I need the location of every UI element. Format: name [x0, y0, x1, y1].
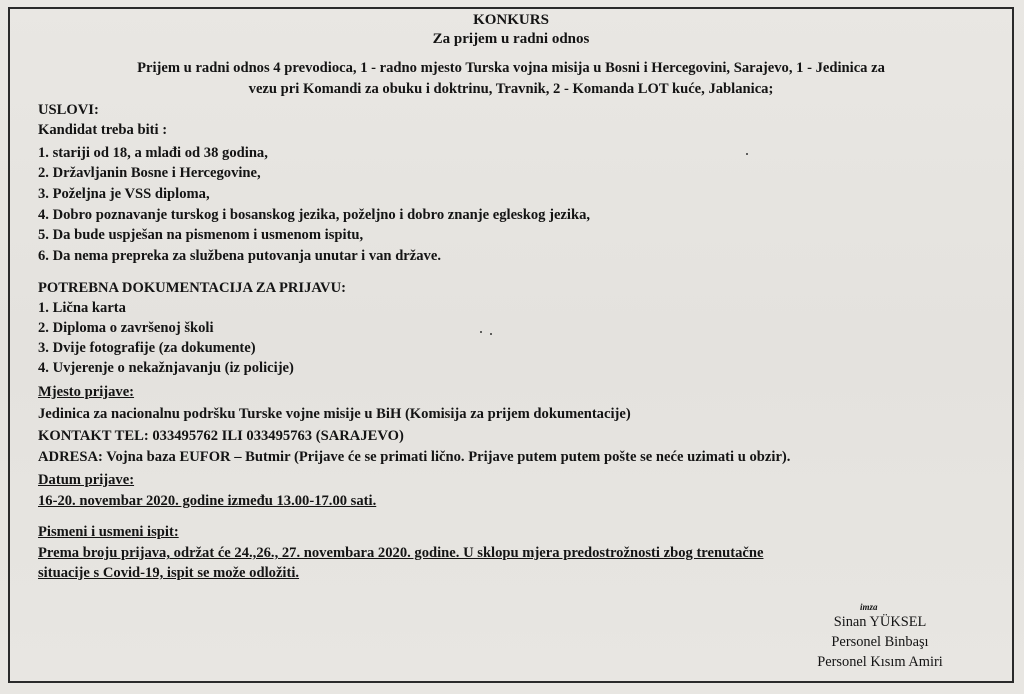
conditions-heading: USLOVI:: [38, 102, 99, 118]
contact-phone: KONTAKT TEL: 033495762 ILI 033495763 (SARAJEVO): [38, 428, 404, 444]
job-notice: [10, 10, 1012, 682]
signature-mark: imza: [860, 602, 878, 612]
intro-line-1: Prijem u radni odnos 4 prevodioca, 1 - radno mjesto Turska vojna misija u Bosni i Hercegovini, Sarajevo, 1 - Jedinica za: [137, 60, 885, 76]
exam-line-1: Prema broju prijava, održat će 24.,26., 27. novembara 2020. godine. U sklopu mjera predostrožnosti zbog trenutačne: [38, 545, 764, 561]
exam-heading: Pismeni i usmeni ispit:: [38, 524, 179, 540]
document-item: 4. Uvjerenje o nekažnjavanju (iz policije): [38, 360, 294, 376]
condition-item: 3. Poželjna je VSS diploma,: [38, 186, 210, 202]
notice-subtitle: Za prijem u radni odnos: [432, 31, 590, 47]
address-line: ADRESA: Vojna baza EUFOR – Butmir (Prijave će se primati lično. Prijave putem putem pošte se neće uzimati u obzir).: [38, 449, 791, 465]
place-heading: Mjesto prijave:: [38, 384, 135, 400]
condition-item: 6. Da nema prepreka za službena putovanja unutar i van države.: [38, 248, 441, 264]
document-item: 3. Dvije fotografije (za dokumente): [38, 340, 256, 356]
print-speck: [746, 153, 748, 155]
date-heading: Datum prijave:: [38, 472, 135, 488]
notice-title: KONKURS: [473, 12, 549, 28]
exam-line-2: situacije s Covid-19, ispit se može odložiti.: [38, 565, 300, 581]
documents-heading: POTREBNA DOKUMENTACIJA ZA PRIJAVU:: [38, 280, 346, 296]
signer-rank: Personel Binbaşı: [831, 634, 929, 650]
document-item: 1. Lična karta: [38, 300, 126, 316]
intro-line-2: vezu pri Komandi za obuku i doktrinu, Travnik, 2 - Komanda LOT kuće, Jablanica;: [248, 81, 774, 97]
signer-position: Personel Kısım Amiri: [817, 654, 943, 670]
condition-item: 5. Da bude uspješan na pismenom i usmenom ispitu,: [38, 227, 364, 243]
condition-item: 2. Državljanin Bosne i Hercegovine,: [38, 165, 261, 181]
date-line: 16-20. novembar 2020. godine između 13.00-17.00 sati.: [38, 493, 377, 509]
conditions-lead: Kandidat treba biti :: [38, 122, 168, 138]
place-line: Jedinica za nacionalnu podršku Turske vojne misije u BiH (Komisija za prijem dokumentacije): [38, 406, 631, 422]
signer-name: Sinan YÜKSEL: [833, 614, 927, 630]
document-item: 2. Diploma o završenoj školi: [38, 320, 214, 336]
print-speck: [480, 331, 482, 333]
condition-item: 1. stariji od 18, a mlađi od 38 godina,: [38, 145, 268, 161]
condition-item: 4. Dobro poznavanje turskog i bosanskog jezika, poželjno i dobro znanje egleskog jezika,: [38, 207, 591, 223]
print-speck: [490, 333, 492, 335]
